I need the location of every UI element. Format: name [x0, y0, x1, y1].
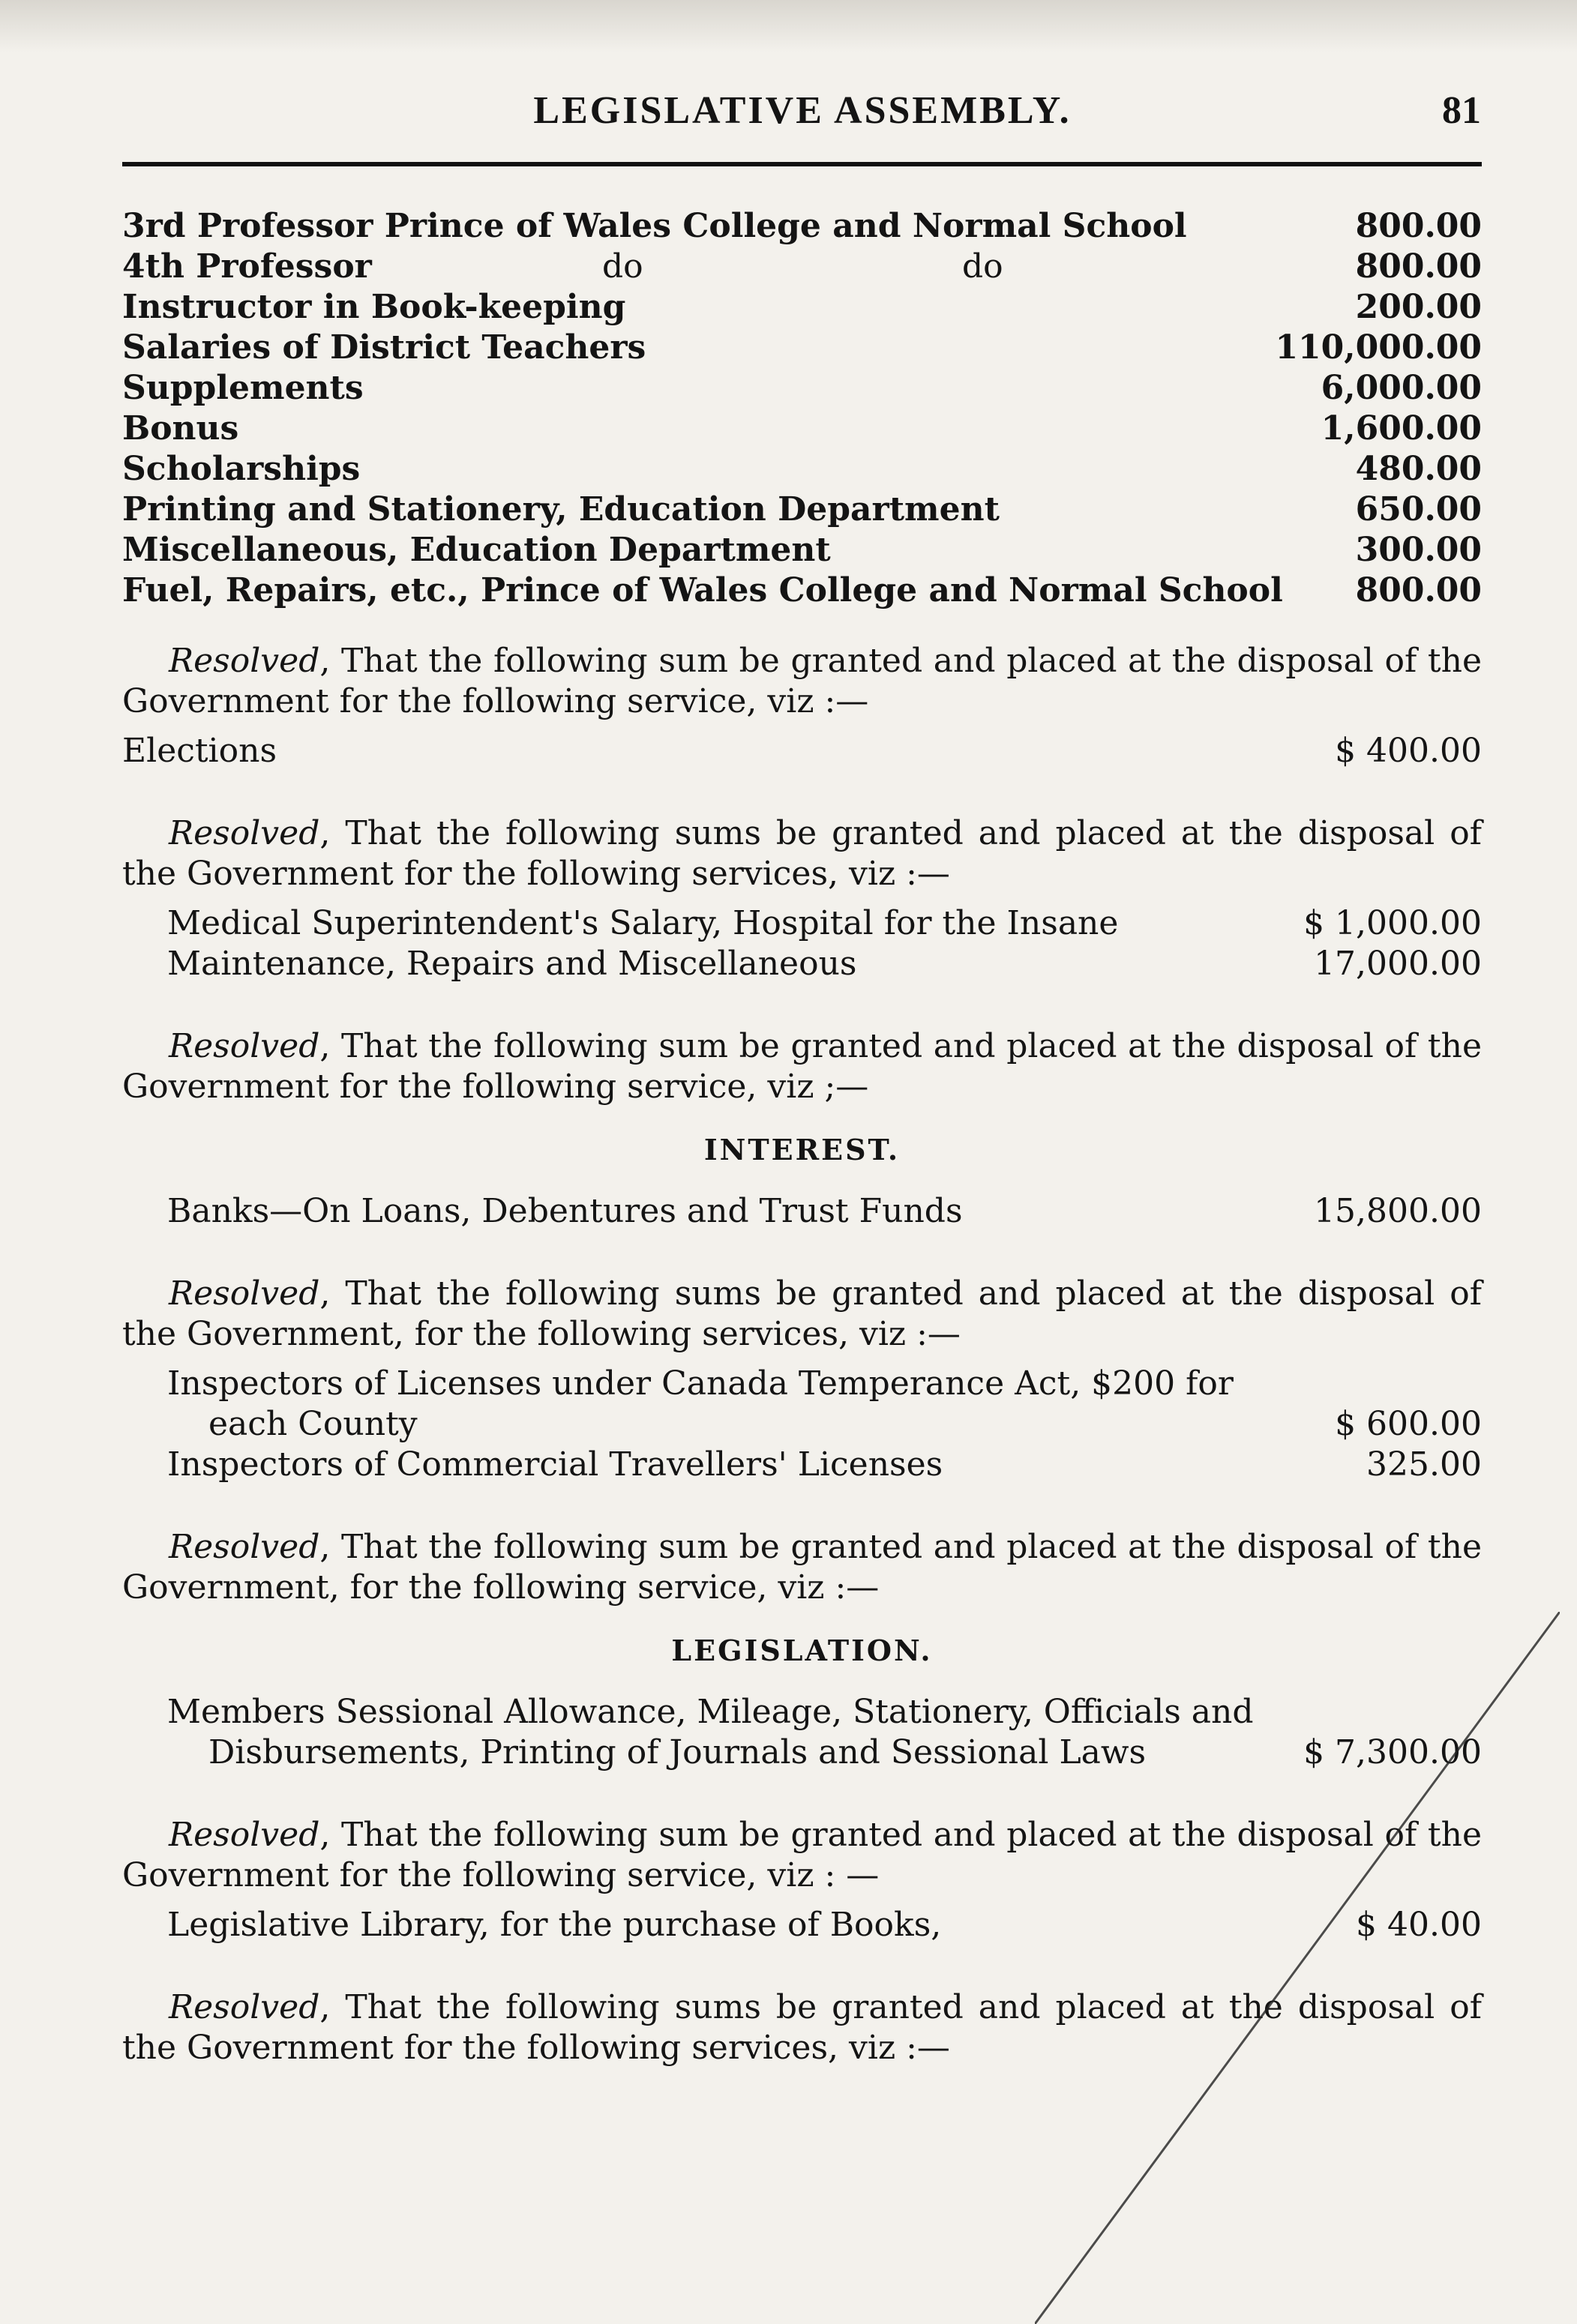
item-label: Bonus [122, 409, 239, 448]
item-label: Fuel, Repairs, etc., Prince of Wales College and Normal School [122, 571, 1283, 609]
item-label: Inspectors of Commercial Travellers' Licenses [167, 1445, 943, 1484]
item-label: Disbursements, Printing of Journals and Sessional Laws [208, 1733, 1147, 1771]
list-item [122, 1404, 1482, 1445]
item-label: Miscellaneous, Education Department [122, 531, 831, 569]
page-header [124, 88, 1481, 148]
section-heading: INTEREST. [703, 1133, 901, 1166]
list-item [122, 206, 1482, 247]
item-amount: $ 7,300.00 [1303, 1733, 1482, 1771]
header-rule [122, 162, 1482, 166]
list-item [122, 944, 1482, 984]
list-item [122, 287, 1482, 328]
resolution-paragraph [122, 813, 1482, 894]
resolution-text: , That the following sum be granted and placed at the disposal of the Government, for the following service, viz :— [122, 1528, 1482, 1607]
item-amount: $ 400.00 [1335, 732, 1482, 770]
pencil-stroke-mark [1035, 1612, 1560, 2324]
item-line: Members Sessional Allowance, Mileage, Stationery, Officials and [167, 1693, 1254, 1731]
item-amount: 480.00 [1355, 450, 1482, 488]
item-label: 4th Professor [122, 247, 372, 286]
section-heading: LEGISLATION. [671, 1634, 933, 1667]
resolved-word: Resolved [169, 1816, 320, 1854]
list-item [122, 449, 1482, 490]
ditto-mark: do [602, 247, 643, 286]
resolved-word: Resolved [169, 1528, 320, 1566]
item-amount: 650.00 [1355, 490, 1482, 529]
resolution-paragraph [122, 641, 1482, 722]
resolution-text: , That the following sums be granted and placed at the disposal of the Government for the following services, viz :— [122, 1988, 1482, 2067]
item-label: Salaries of District Teachers [122, 328, 646, 367]
item-label: Instructor in Book-keeping [122, 288, 626, 326]
item-label: Supplements [122, 369, 364, 407]
item-amount: 17,000.00 [1314, 945, 1482, 983]
ditto-mark: do [962, 247, 1003, 286]
item-label: Legislative Library, for the purchase of Books, [167, 1906, 942, 1944]
item-amount: $ 40.00 [1356, 1906, 1482, 1944]
list-item [122, 1445, 1482, 1485]
item-amount: 200.00 [1355, 288, 1482, 326]
resolution-text: , That the following sums be granted and placed at the disposal of the Government for the following services, viz :— [122, 814, 1482, 893]
item-label: Printing and Stationery, Education Department [122, 490, 1000, 529]
page-number: 81 [1442, 89, 1481, 132]
item-label: Scholarships [122, 450, 361, 488]
item-amount: 800.00 [1355, 247, 1482, 286]
item-amount: 1,600.00 [1321, 409, 1482, 448]
list-item [122, 571, 1482, 611]
list-item [122, 328, 1482, 368]
resolved-word: Resolved [169, 642, 320, 680]
item-label: each County [208, 1405, 418, 1443]
list-item [122, 731, 1482, 771]
item-amount: 800.00 [1355, 207, 1482, 245]
item-amount: 800.00 [1355, 571, 1482, 609]
item-label: 3rd Professor Prince of Wales College and Normal School [122, 207, 1187, 245]
item-amount: $ 600.00 [1335, 1405, 1482, 1443]
item-amount: $ 1,000.00 [1303, 904, 1482, 942]
item-amount: 325.00 [1366, 1445, 1482, 1484]
list-item [122, 530, 1482, 571]
list-item [122, 490, 1482, 530]
item-line: Inspectors of Licenses under Canada Temperance Act, $200 for [167, 1364, 1234, 1403]
resolution-paragraph [122, 1527, 1482, 1608]
list-item [122, 409, 1482, 449]
item-amount: 15,800.00 [1314, 1192, 1482, 1230]
list-item [122, 247, 1482, 287]
resolution-text: , That the following sums be granted and placed at the disposal of the Government, for the following services, viz :— [122, 1274, 1482, 1353]
item-amount: 6,000.00 [1321, 369, 1482, 407]
item-label: Banks—On Loans, Debentures and Trust Funds [167, 1192, 963, 1230]
item-amount: 110,000.00 [1275, 328, 1482, 367]
resolved-word: Resolved [169, 814, 320, 852]
resolution-paragraph [122, 1274, 1482, 1355]
scan-edge [0, 0, 1577, 52]
item-amount: 300.00 [1355, 531, 1482, 569]
resolved-word: Resolved [169, 1027, 320, 1065]
item-label: Maintenance, Repairs and Miscellaneous [167, 945, 857, 983]
resolution-text: , That the following sum be granted and placed at the disposal of the Government for the following service, viz : — [122, 1816, 1482, 1894]
resolution-text: , That the following sum be granted and placed at the disposal of the Government for the following service, viz :— [122, 642, 1482, 720]
list-item [122, 368, 1482, 409]
item-label: Elections [122, 732, 277, 770]
item-label: Medical Superintendent's Salary, Hospital for the Insane [167, 904, 1119, 942]
resolved-word: Resolved [169, 1988, 320, 2026]
list-item [122, 903, 1482, 944]
resolution-paragraph [122, 1026, 1482, 1107]
resolution-text: , That the following sum be granted and placed at the disposal of the Government for the following service, viz ;— [122, 1027, 1482, 1106]
resolved-word: Resolved [169, 1274, 320, 1313]
page-title: LEGISLATIVE ASSEMBLY. [533, 89, 1072, 132]
list-item [122, 1191, 1482, 1232]
education-items [122, 206, 1482, 611]
